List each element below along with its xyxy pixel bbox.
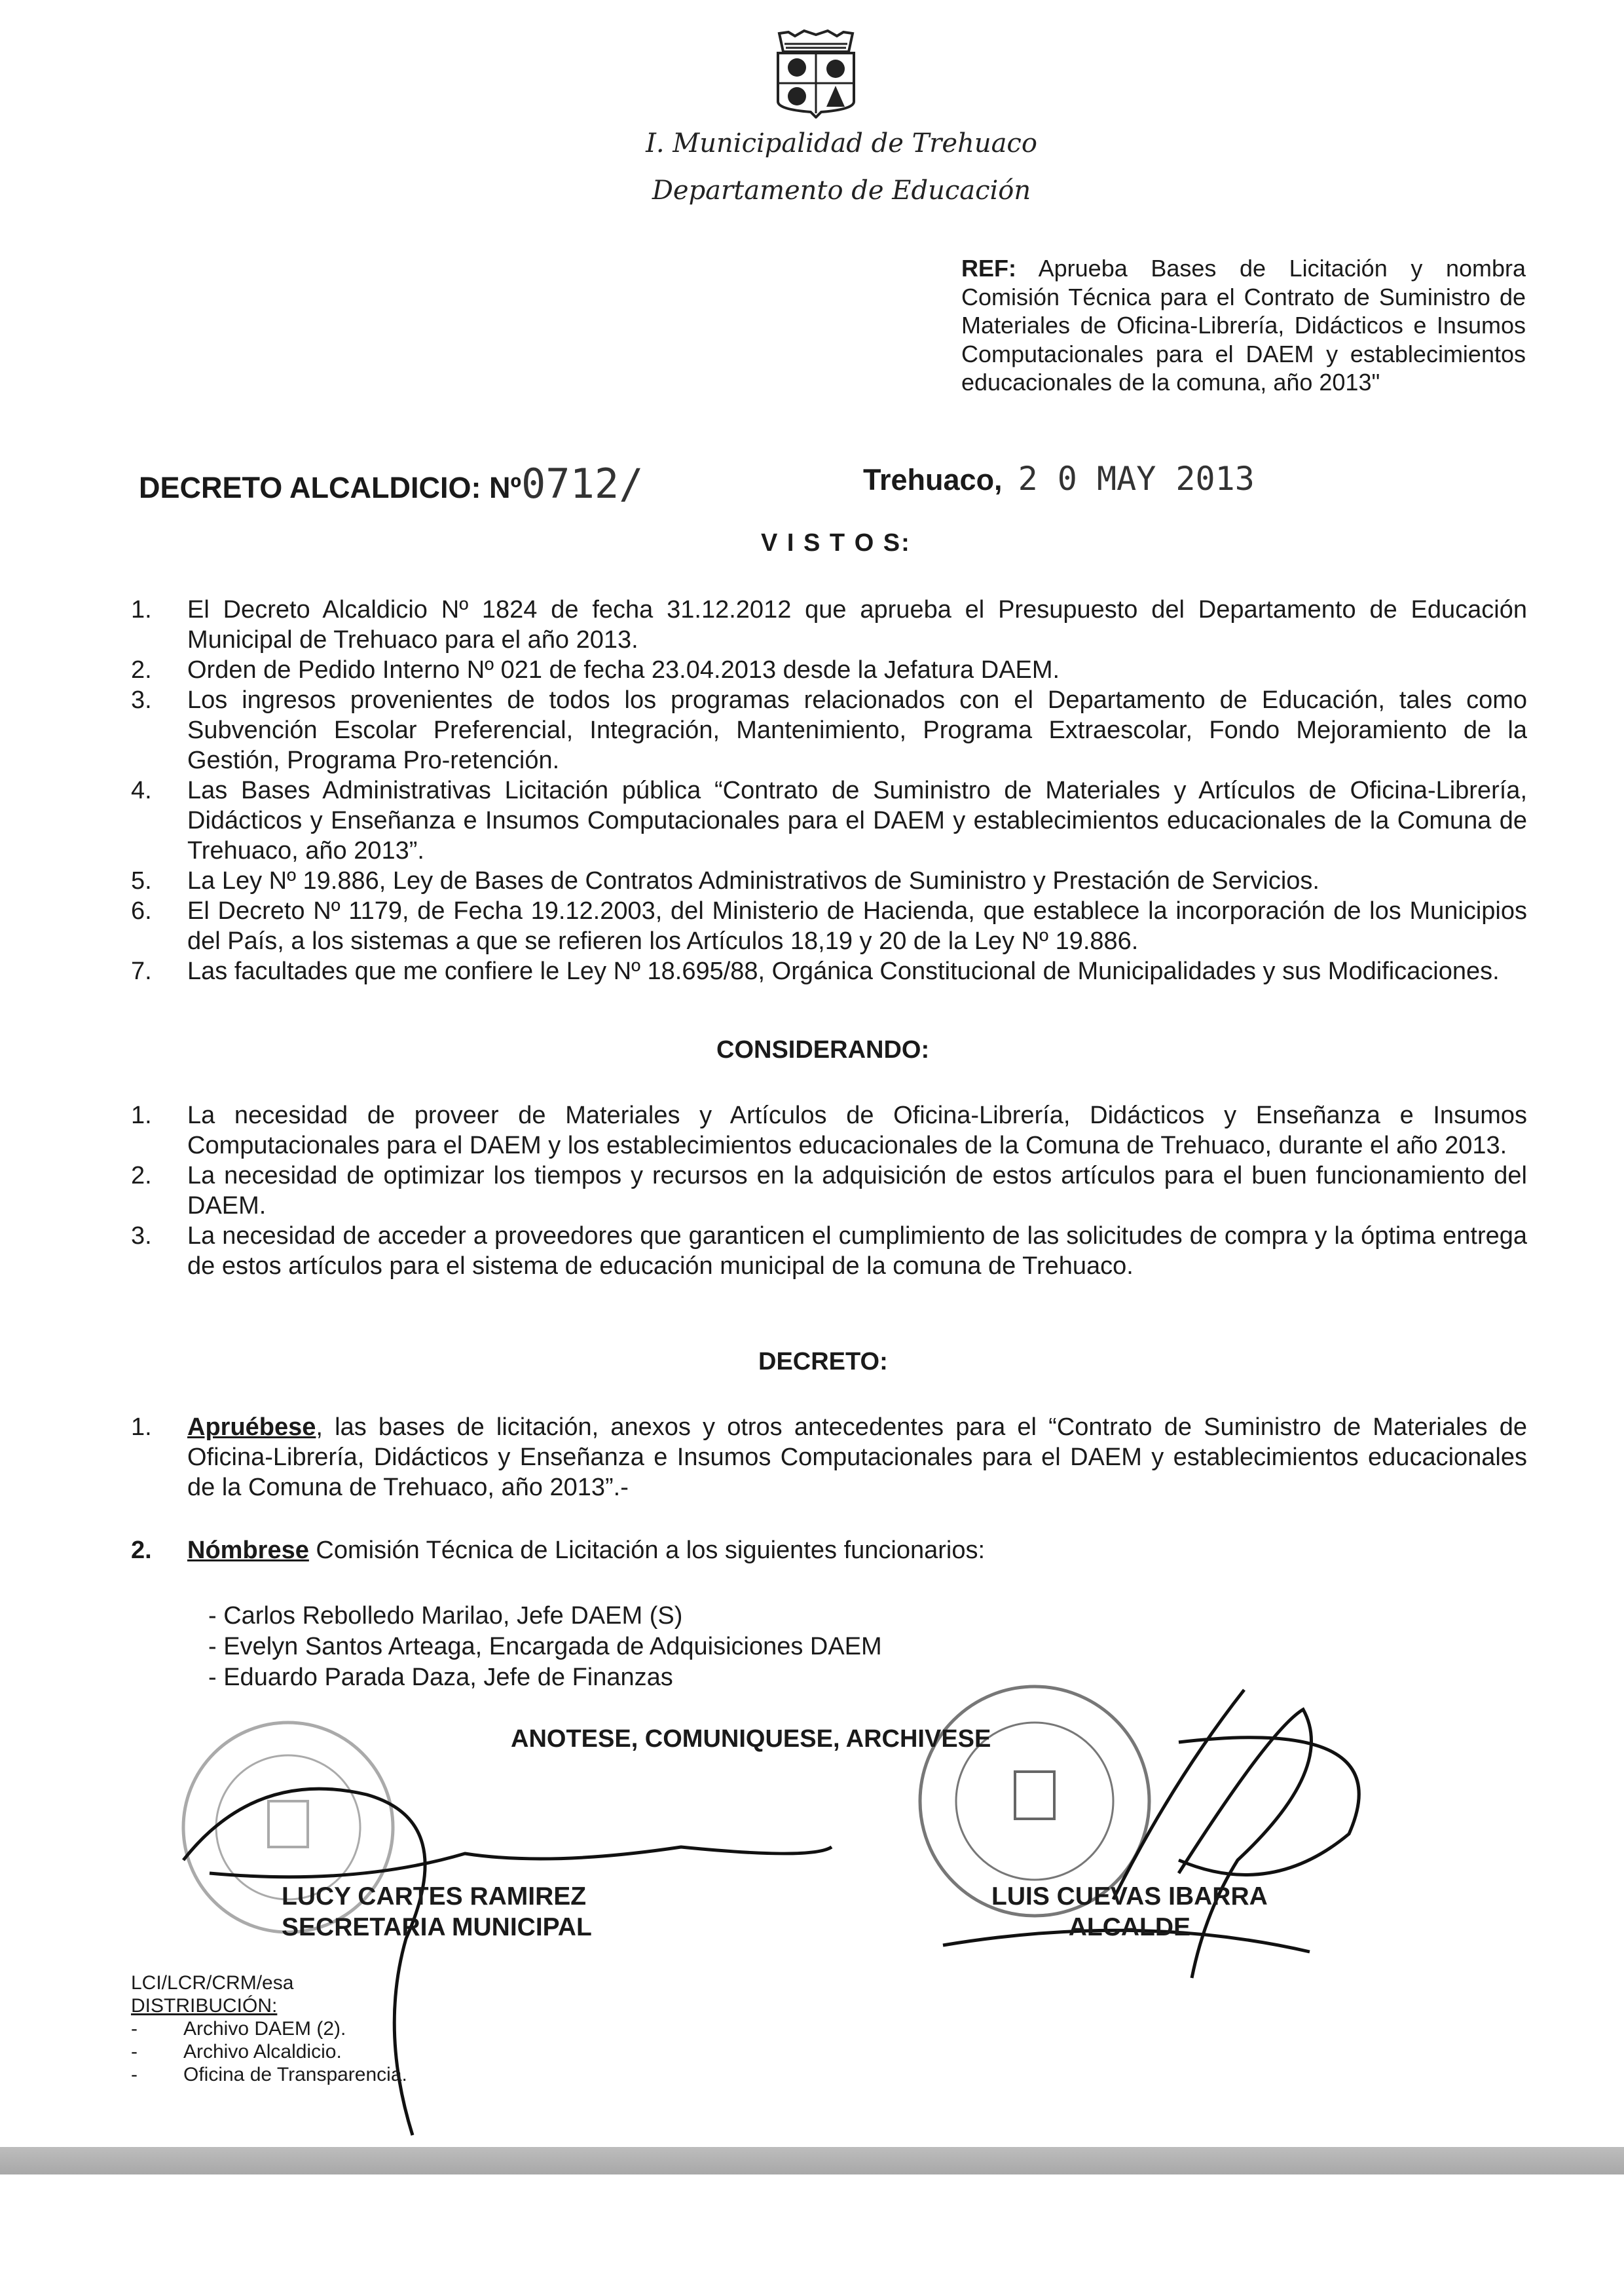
item-text: La Ley Nº 19.886, Ley de Bases de Contratos Administrativos de Suministro y Prestación de Servicios.	[187, 867, 1320, 895]
list-item	[131, 1221, 1527, 1281]
secretary-title: SECRETARIA MUNICIPAL	[282, 1913, 592, 1941]
vistos-heading: V I S T O S:	[761, 529, 911, 557]
footer	[131, 1971, 407, 2086]
member: - Eduardo Parada Daza, Jefe de Finanzas	[208, 1664, 673, 1691]
item-text: Los ingresos provenientes de todos los programas relacionados con el Departamento de Educación, tales como Subvención Escolar Preferencial, Integración, Mantenimiento, Programa Extraescolar, Fondo Mejoramiento de la Gestión, Programa Pro-retención.	[187, 686, 1527, 774]
item-number: 2.	[131, 1537, 152, 1564]
list-item	[131, 595, 1527, 655]
item-number: 6.	[131, 897, 152, 925]
item-number: 4.	[131, 777, 152, 804]
considerando-list	[131, 1100, 1527, 1281]
decreto-heading: DECRETO:	[758, 1348, 888, 1375]
distribution-text: Archivo Alcaldicio.	[183, 2041, 342, 2062]
member: - Carlos Rebolledo Marilao, Jefe DAEM (S)	[208, 1602, 683, 1630]
mayor-title: ALCALDE	[1068, 1913, 1191, 1941]
secretary-name: LUCY CARTES RAMIREZ	[282, 1882, 587, 1911]
item-number: 3.	[131, 1222, 152, 1250]
list-item	[131, 775, 1527, 866]
list-item	[131, 956, 1527, 986]
closing-formula: ANOTESE, COMUNIQUESE, ARCHIVESE	[511, 1725, 991, 1753]
mayor-signature-block	[991, 1881, 1268, 1943]
distribution-text: Oficina de Transparencia.	[183, 2064, 407, 2085]
item-number: 5.	[131, 867, 152, 895]
item-keyword: Nómbrese	[187, 1537, 309, 1564]
ref-label: REF:	[961, 255, 1016, 282]
list-item	[131, 896, 1527, 956]
distribution-text: Archivo DAEM (2).	[183, 2018, 346, 2040]
list-item	[131, 1412, 1527, 1502]
considerando-heading: CONSIDERANDO:	[716, 1036, 930, 1064]
decree-number-line	[139, 460, 644, 508]
date-stamp: 2 0 MAY 2013	[1018, 460, 1255, 498]
list-item	[131, 1100, 1527, 1161]
secretary-signature-block	[282, 1881, 592, 1943]
header-department: Departamento de Educación	[652, 176, 1031, 206]
distribution-item: - Archivo DAEM (2).	[131, 2018, 346, 2040]
vistos-list	[131, 595, 1527, 986]
list-item	[131, 655, 1527, 685]
list-item	[131, 685, 1527, 775]
item-number: 1.	[131, 1413, 152, 1441]
list-item	[131, 866, 1527, 896]
item-keyword: Apruébese	[187, 1413, 316, 1441]
mayor-name: LUIS CUEVAS IBARRA	[991, 1882, 1268, 1911]
member: - Evelyn Santos Arteaga, Encargada de Adquisiciones DAEM	[208, 1633, 882, 1660]
distribution-item: - Archivo Alcaldicio.	[131, 2041, 342, 2062]
item-number: 2.	[131, 656, 152, 684]
item-text: Comisión Técnica de Licitación a los siguientes funcionarios:	[308, 1537, 986, 1564]
decree-place-date	[863, 460, 1255, 498]
item-number: 7.	[131, 958, 152, 985]
decree-number: 0712/	[521, 460, 644, 508]
list-item	[131, 1535, 1527, 1565]
coat-of-arms-icon	[775, 29, 857, 119]
item-text: Las facultades que me confiere le Ley Nº 18.695/88, Orgánica Constitucional de Municipalidades y sus Modificaciones.	[187, 958, 1500, 985]
item-number: 1.	[131, 596, 152, 624]
ref-text: Aprueba Bases de Licitación y nombra Comisión Técnica para el Contrato de Suministro de Materiales de Oficina-Librería, Didácticos e Insumos Computacionales para el DAEM y establecimientos educacionales de la comuna, año 2013"	[961, 255, 1526, 396]
scan-edge-band	[0, 2147, 1624, 2174]
item-text: El Decreto Nº 1179, de Fecha 19.12.2003, del Ministerio de Hacienda, que establece la incorporación de los Municipios del País, a los sistemas a que se refieren los Artículos 18,19 y 20 de la Ley Nº 19.886.	[187, 897, 1527, 955]
item-number: 1.	[131, 1102, 152, 1129]
item-text: La necesidad de optimizar los tiempos y recursos en la adquisición de estos artículos para el buen funcionamiento del DAEM.	[187, 1162, 1527, 1220]
initials: LCI/LCR/CRM/esa	[131, 1972, 294, 1994]
item-text: El Decreto Alcaldicio Nº 1824 de fecha 31.12.2012 que aprueba el Presupuesto del Departamento de Educación Municipal de Trehuaco para el año 2013.	[187, 596, 1527, 654]
item-text: Orden de Pedido Interno Nº 021 de fecha 23.04.2013 desde la Jefatura DAEM.	[187, 656, 1060, 684]
ref-block	[961, 254, 1526, 397]
item-text: La necesidad de acceder a proveedores que garanticen el cumplimiento de las solicitudes de compra y la óptima entrega de estos artículos para el sistema de educación municipal de la comuna de Trehuaco.	[187, 1222, 1527, 1280]
distribution-item: - Oficina de Transparencia.	[131, 2064, 407, 2085]
item-text: Las Bases Administrativas Licitación pública “Contrato de Suministro de Materiales y Artículos de Oficina-Librería, Didácticos y Enseñanza e Insumos Computacionales para el DAEM y establecimientos educacionales de la Comuna de Trehuaco, año 2013”.	[187, 777, 1527, 865]
decree-label: DECRETO ALCALDICIO: Nº	[139, 471, 521, 504]
list-item	[131, 1161, 1527, 1221]
item-text: , las bases de licitación, anexos y otros antecedentes para el “Contrato de Suministro de Materiales de Oficina-Librería, Didácticos y Enseñanza e Insumos Computacionales para el DAEM y establecimientos educacionales de la Comuna de Trehuaco, año 2013”.-	[187, 1413, 1527, 1501]
item-number: 2.	[131, 1162, 152, 1189]
header-municipality: I. Municipalidad de Trehuaco	[646, 128, 1037, 159]
place: Trehuaco,	[863, 463, 1003, 496]
item-number: 3.	[131, 686, 152, 714]
distribution-label: DISTRIBUCIÓN:	[131, 1995, 278, 2017]
decreto-list	[131, 1412, 1527, 1565]
item-text: La necesidad de proveer de Materiales y Artículos de Oficina-Librería, Didácticos y Enseñanza e Insumos Computacionales para el DAEM y los establecimientos educacionales de la Comuna de Trehuaco, durante el año 2013.	[187, 1102, 1527, 1159]
